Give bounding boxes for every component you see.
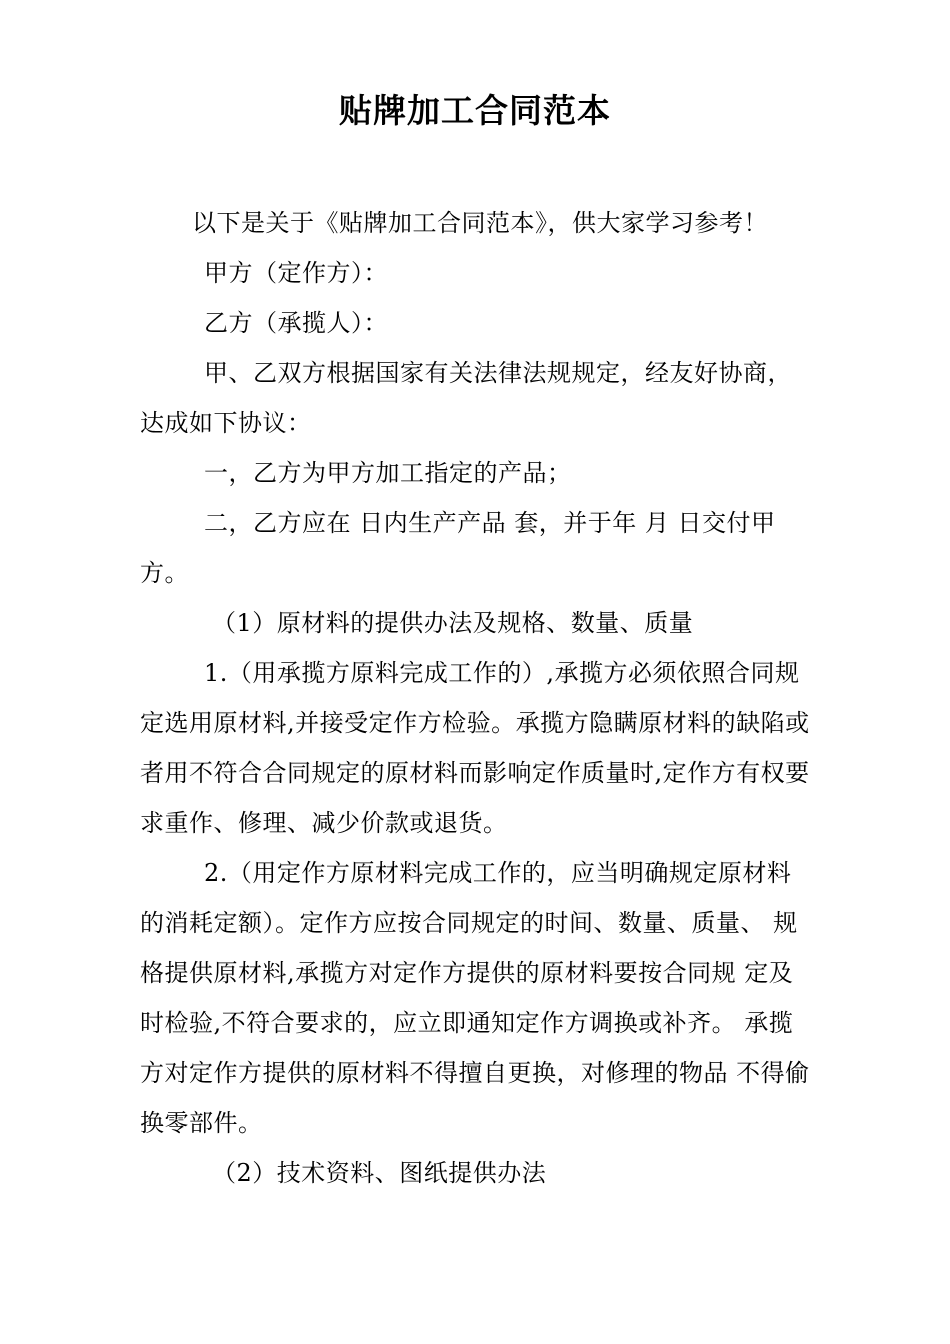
intro-paragraph: 以下是关于《贴牌加工合同范本》，供大家学习参考！ bbox=[192, 209, 768, 237]
party-b-line: 乙方（承揽人）： bbox=[204, 309, 388, 337]
document-title: 贴牌加工合同范本 bbox=[339, 91, 611, 130]
section-heading-technical: （2）技术资料、图纸提供办法 bbox=[212, 1159, 547, 1187]
materials-item-2: 2.（用定作方原材料完成工作的，应当明确规定原材料 的消耗定额）。定作方应按合同规定的时间、数量、质量、 规格提供原材料,承揽方对定作方提供的原材料要按合同规 定及时检验,不符合要求的，应立即通知定作方调换或补齐。 承揽方对定作方提供的原材料不得擅自更换，对修理的物品 不得偷换零部件。 bbox=[140, 859, 810, 1137]
clause-two: 二，乙方应在 日内生产产品 套，并于年 月 日交付甲方。 bbox=[140, 509, 776, 587]
party-a-line: 甲方（定作方）： bbox=[204, 259, 388, 287]
agreement-preamble: 甲、乙双方根据国家有关法律法规规定，经友好协商，达成如下协议： bbox=[140, 359, 792, 437]
clause-one: 一，乙方为甲方加工指定的产品； bbox=[204, 459, 572, 487]
section-heading-materials: （1）原材料的提供办法及规格、数量、质量 bbox=[212, 609, 694, 637]
document-body bbox=[140, 198, 816, 1198]
materials-item-1: 1.（用承揽方原料完成工作的）,承揽方必须依照合同规定选用原材料,并接受定作方检验。承揽方隐瞒原材料的缺陷或者用不符合合同规定的原材料而影响定作质量时,定作方有权要求重作、修理、减少价款或退货。 bbox=[140, 659, 810, 837]
